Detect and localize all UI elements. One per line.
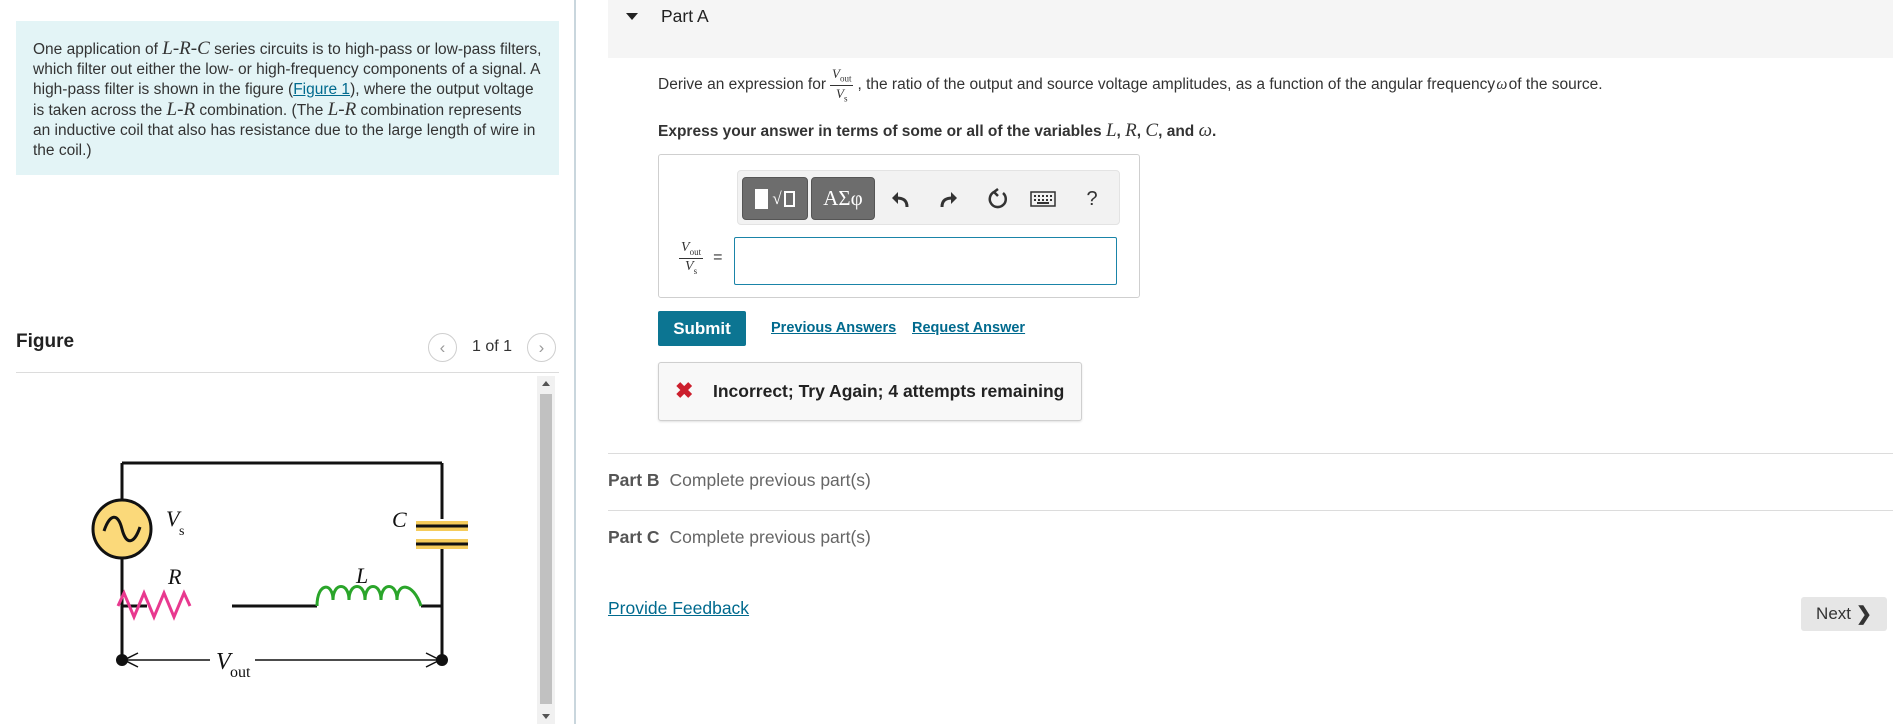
figure-scrollbar[interactable] — [537, 376, 555, 724]
x-icon: ✖ — [675, 378, 694, 403]
greek-symbols-button[interactable]: ΑΣφ — [811, 177, 875, 220]
figure-1-link[interactable]: Figure 1 — [293, 81, 351, 98]
intro-text-4: combination. (The — [195, 102, 328, 119]
reset-icon[interactable] — [983, 184, 1013, 214]
feedback-text: Incorrect; Try Again; 4 attempts remaining — [713, 381, 1065, 401]
terminal-left — [116, 654, 128, 666]
figure-counter: 1 of 1 — [472, 338, 513, 355]
chevron-left-icon: ‹ — [439, 337, 446, 357]
terminal-right — [436, 654, 448, 666]
part-a-title[interactable]: Part A — [661, 6, 709, 26]
part-c-status: Complete previous part(s) — [669, 527, 871, 547]
intro-math-lr-2: L-R — [327, 99, 357, 120]
scroll-down-icon[interactable] — [542, 714, 550, 719]
template-icon: √ — [755, 189, 794, 209]
next-figure-button[interactable] — [527, 333, 556, 362]
redo-icon[interactable] — [934, 184, 964, 214]
problem-intro — [16, 21, 559, 175]
chevron-right-icon: › — [538, 337, 545, 357]
frac-num-sub: out — [839, 73, 852, 84]
scrollbar-thumb[interactable] — [540, 394, 552, 704]
frac-den-sub: s — [843, 93, 848, 104]
var-r: R — [1125, 120, 1137, 141]
request-answer-link[interactable]: Request Answer — [912, 320, 1026, 336]
inductor — [317, 587, 421, 607]
intro-text-2: series circuits is to high-pass or low-pass filters, which filter out either the low- or high-frequency components of a signal. A high-pass filter is shown in the figure ( — [33, 41, 542, 98]
question-text-2: , the ratio of the output and source voltage amplitudes, as a function of the angular frequency — [857, 76, 1496, 94]
part-c-row[interactable] — [608, 527, 871, 548]
svg-text:V out — [216, 649, 251, 680]
intro-text-3: ), where the output voltage is taken across the — [33, 81, 534, 119]
previous-answers-link[interactable]: Previous Answers — [771, 320, 897, 336]
question-text-1: Derive an expression for — [658, 76, 826, 94]
answer-label — [675, 241, 722, 276]
next-button[interactable] — [1801, 597, 1887, 631]
var-c: C — [1145, 120, 1159, 141]
keyboard-icon[interactable] — [1028, 184, 1058, 214]
label-vout-sub: out — [230, 664, 251, 680]
label-vout: V — [216, 649, 231, 675]
label-vs-sub: s — [179, 524, 185, 539]
intro-math-lr: L-R — [166, 99, 196, 120]
express-text: Express your answer in terms of some or all of the variables — [658, 123, 1106, 140]
figure-divider — [16, 372, 559, 373]
part-b-status: Complete previous part(s) — [669, 470, 871, 490]
undo-icon[interactable] — [885, 184, 915, 214]
circuit-diagram — [80, 455, 480, 680]
question-text — [658, 67, 1603, 103]
frac-den: V — [836, 85, 844, 101]
answer-fraction: $\frac{V_{out}}{V_s}$ — [681, 240, 702, 276]
provide-feedback-link[interactable]: Provide Feedback — [608, 598, 750, 618]
svg-text:V s — [166, 506, 185, 539]
scroll-up-icon[interactable] — [542, 381, 550, 386]
part-b-label: Part B — [608, 470, 660, 490]
frac-num: V — [832, 66, 840, 81]
label-c: C — [392, 507, 407, 532]
label-vs: V — [166, 506, 180, 531]
intro-text-1: One application of — [33, 41, 163, 58]
omega-symbol: ω — [1496, 76, 1508, 94]
chevron-right-next-icon: ❯ — [1856, 603, 1872, 625]
templates-button[interactable] — [742, 177, 808, 220]
express-and: and — [1166, 123, 1195, 140]
part-a-header[interactable] — [608, 0, 1893, 58]
var-omega: ω — [1198, 120, 1212, 141]
previous-figure-button[interactable] — [428, 333, 457, 362]
var-l: L — [1105, 120, 1117, 141]
vout-over-vs-fraction — [830, 67, 853, 103]
label-l: L — [356, 563, 369, 588]
help-icon[interactable]: ? — [1086, 187, 1098, 210]
figure-title: Figure — [16, 331, 75, 352]
submit-button[interactable]: Submit — [658, 311, 746, 346]
column-divider — [574, 0, 576, 724]
part-divider-1 — [608, 453, 1893, 454]
label-r: R — [168, 564, 182, 589]
part-c-label: Part C — [608, 527, 660, 547]
intro-text-5: combination represents an inductive coil that also has resistance due to the large length of wire in the coil.) — [33, 102, 536, 159]
answer-instructions: Express your answer in terms of some or all of the variables L, R, C, and ω. — [658, 120, 1217, 141]
answer-input[interactable] — [734, 237, 1117, 285]
part-b-row[interactable] — [608, 470, 871, 491]
caret-down-icon[interactable] — [626, 13, 638, 20]
equals-sign: = — [713, 249, 723, 267]
resistor — [118, 593, 190, 617]
next-label: Next — [1816, 604, 1852, 623]
part-divider-2 — [608, 510, 1893, 511]
math-toolbar — [737, 170, 1120, 225]
intro-math-lrc: L-R-C — [162, 38, 210, 59]
question-text-3: of the source. — [1508, 76, 1603, 94]
